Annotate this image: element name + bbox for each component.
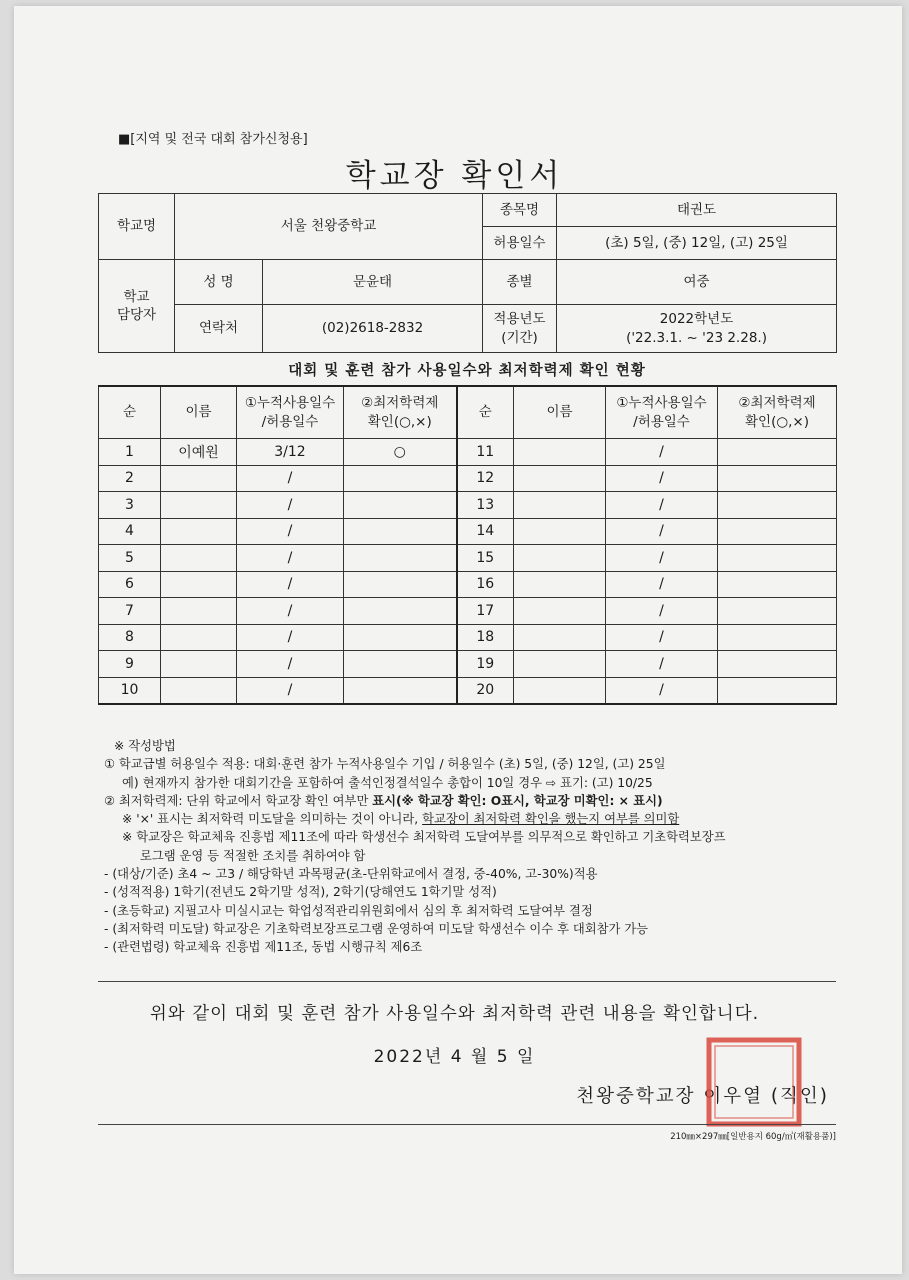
applied-year-label-line1: 적용년도 — [493, 311, 546, 328]
days-used: / — [606, 439, 718, 466]
days-used: / — [606, 518, 718, 545]
academic-check — [718, 598, 837, 625]
academic-check — [344, 518, 457, 545]
row-number: 5 — [99, 545, 161, 572]
student-name — [514, 492, 606, 519]
academic-check — [344, 677, 457, 704]
days-used: / — [237, 571, 344, 598]
table-row — [99, 651, 837, 678]
note-item-2-sub1 — [104, 810, 824, 828]
student-name — [161, 545, 237, 572]
header-days-line2: /허용일수 — [261, 413, 319, 430]
contact-label-line2: 담당자 — [116, 307, 157, 323]
academic-check — [718, 545, 837, 572]
contact-phone-label: 연락처 — [175, 305, 263, 353]
row-number: 2 — [99, 465, 161, 492]
student-name — [514, 518, 606, 545]
table-row — [99, 571, 837, 598]
academic-check — [718, 677, 837, 704]
header-name-right: 이름 — [514, 386, 606, 439]
row-number: 4 — [99, 518, 161, 545]
table-row — [99, 518, 837, 545]
days-used: / — [237, 624, 344, 651]
note-bullet-3: - (초등학교) 지필고사 미실시교는 학업성적관리위원회에서 심의 후 최저학력 도달여부 결정 — [104, 903, 593, 918]
note-bullet-1: - (대상/기준) 초4 ~ 고3 / 해당학년 과목평균(초-단위학교에서 결정, 중-40%, 고-30%)적용 — [104, 867, 598, 882]
header-name-left: 이름 — [161, 386, 237, 439]
row-number: 1 — [99, 439, 161, 466]
note-item-2-sub1-prefix: ※ '×' 표시는 최저학력 미도달을 의미하는 것이 아니라, — [122, 812, 423, 827]
row-number: 7 — [99, 598, 161, 625]
header-seq-left: 순 — [99, 386, 161, 439]
form-usage-tag: ■[지역 및 전국 대회 참가신청용] — [118, 132, 308, 147]
academic-check — [718, 465, 837, 492]
note-item-2 — [104, 792, 824, 810]
student-name — [514, 545, 606, 572]
row-number: 14 — [457, 518, 514, 545]
confirmation-date: 2022년 4 월 5 일 — [373, 1047, 536, 1067]
note-bullet-5: - (관련법령) 학교체육 진흥법 제11조, 동법 시행규칙 제6조 — [104, 940, 423, 955]
header-check-right — [718, 386, 837, 439]
days-used: / — [606, 651, 718, 678]
table-row — [99, 598, 837, 625]
allowed-days-label: 허용일수 — [483, 227, 557, 260]
academic-check — [718, 624, 837, 651]
header-check-left — [344, 386, 457, 439]
table-row — [99, 677, 837, 704]
note-item-2-sub2-line1: ※ 학교장은 학교체육 진흥법 제11조에 따라 학생선수 최저학력 도달여부를 의무적으로 확인하고 기초학력보장프 — [122, 830, 726, 845]
row-number: 11 — [457, 439, 514, 466]
academic-check — [718, 518, 837, 545]
footer-divider — [98, 1124, 836, 1125]
row-number: 16 — [457, 571, 514, 598]
days-used: / — [606, 465, 718, 492]
days-used: / — [237, 545, 344, 572]
academic-check — [344, 492, 457, 519]
category-label: 종별 — [483, 260, 557, 305]
official-seal-stamp — [705, 1036, 803, 1128]
academic-check — [344, 651, 457, 678]
row-number: 19 — [457, 651, 514, 678]
table-row — [99, 465, 837, 492]
sport-label: 종목명 — [483, 194, 557, 227]
student-name — [161, 651, 237, 678]
days-used: / — [606, 598, 718, 625]
academic-check — [344, 545, 457, 572]
student-name — [514, 624, 606, 651]
table-row — [99, 492, 837, 519]
header-days-line1: ①누적사용일수 — [244, 395, 336, 412]
confirmation-statement: 위와 같이 대회 및 훈련 참가 사용일수와 최저학력 관련 내용을 확인합니다. — [149, 1004, 760, 1024]
applied-year-label — [483, 305, 557, 353]
days-used: / — [237, 465, 344, 492]
note-item-2-sub2-line2: 로그램 운영 등 적절한 조치를 취하여야 함 — [140, 848, 366, 863]
academic-check — [344, 624, 457, 651]
student-name — [514, 651, 606, 678]
note-item-2-bold: 표시(※ 학교장 확인: O표시, 학교장 미확인: × 표시) — [372, 793, 663, 808]
days-used: / — [606, 571, 718, 598]
student-name — [514, 677, 606, 704]
principal-signature-line: 천왕중학교장 이우열 (직인) — [576, 1086, 829, 1107]
days-used: / — [237, 598, 344, 625]
student-name — [514, 465, 606, 492]
student-name — [514, 439, 606, 466]
row-number: 12 — [457, 465, 514, 492]
header-seq-right: 순 — [457, 386, 514, 439]
student-name — [161, 598, 237, 625]
sport-value: 태권도 — [557, 194, 837, 227]
academic-check — [718, 439, 837, 466]
row-number: 10 — [99, 677, 161, 704]
seal-border — [709, 1040, 799, 1124]
allowed-days-value: (초) 5일, (중) 12일, (고) 25일 — [557, 227, 837, 260]
applied-year-value — [557, 305, 837, 353]
note-item-2-prefix: ② 최저학력제: 단위 학교에서 학교장 확인 여부만 — [104, 793, 373, 808]
row-number: 8 — [99, 624, 161, 651]
header-check-line2: 확인(○,×) — [367, 413, 432, 430]
days-used: / — [237, 518, 344, 545]
header-check-line1: ②최저학력제 — [361, 395, 439, 412]
student-name — [161, 465, 237, 492]
contact-label-line1: 학교 — [123, 288, 150, 305]
student-name — [161, 492, 237, 519]
academic-check — [344, 465, 457, 492]
row-number: 3 — [99, 492, 161, 519]
student-name — [514, 571, 606, 598]
row-number: 17 — [457, 598, 514, 625]
note-item-1-line1: ① 학교급별 허용일수 적용: 대회·훈련 참가 누적사용일수 기입 / 허용일수 (초) 5일, (중) 12일, (고) 25일 — [104, 757, 666, 772]
student-name — [161, 677, 237, 704]
table-row — [99, 439, 837, 466]
days-used: / — [606, 624, 718, 651]
writing-instructions — [104, 737, 824, 957]
school-info-table — [98, 193, 837, 353]
contact-name-value: 문윤태 — [263, 260, 483, 305]
days-used: 3/12 — [237, 439, 344, 466]
row-number: 18 — [457, 624, 514, 651]
contact-person-label — [99, 260, 175, 353]
header-days-line1: ①누적사용일수 — [616, 395, 707, 412]
days-used: / — [237, 651, 344, 678]
category-value: 여중 — [557, 260, 837, 305]
student-name — [161, 624, 237, 651]
note-item-2-sub1-underline: 학교장이 최저학력 확인을 했는지 여부를 의미함 — [422, 812, 680, 827]
student-name: 이예원 — [161, 439, 237, 466]
participation-grid — [98, 385, 837, 705]
table-row — [99, 624, 837, 651]
applied-year-value-line2: ('22.3.1. ~ '23 2.28.) — [626, 329, 767, 346]
student-name — [161, 571, 237, 598]
academic-check — [718, 651, 837, 678]
student-name — [514, 598, 606, 625]
applied-year-value-line1: 2022학년도 — [659, 311, 734, 328]
note-bullet-2: - (성적적용) 1학기(전년도 2학기말 성적), 2학기(당해연도 1학기말 성적) — [104, 885, 497, 900]
days-used: / — [606, 492, 718, 519]
seal-inner-border — [715, 1046, 793, 1118]
days-used: / — [606, 545, 718, 572]
paper-spec-footer: 210㎜×297㎜[일반용지 60g/㎡(재활용품)] — [670, 1132, 836, 1142]
row-number: 9 — [99, 651, 161, 678]
row-number: 13 — [457, 492, 514, 519]
contact-name-label: 성 명 — [175, 260, 263, 305]
document-title: 학교장 확인서 — [345, 158, 564, 194]
applied-year-label-line2: (기간) — [501, 329, 538, 346]
days-used: / — [606, 677, 718, 704]
days-used: / — [237, 492, 344, 519]
contact-phone-value: (02)2618-2832 — [263, 305, 483, 353]
school-name-value: 서울 천왕중학교 — [175, 194, 483, 260]
divider-line — [98, 981, 836, 982]
section-title: 대회 및 훈련 참가 사용일수와 최저학력제 확인 현황 — [288, 363, 646, 379]
row-number: 20 — [457, 677, 514, 704]
header-days-left — [237, 386, 344, 439]
notes-heading: ※ 작성방법 — [114, 739, 176, 753]
row-number: 15 — [457, 545, 514, 572]
academic-check — [718, 571, 837, 598]
academic-check — [718, 492, 837, 519]
header-days-line2: /허용일수 — [633, 413, 690, 430]
school-name-label: 학교명 — [99, 194, 175, 260]
student-name — [161, 518, 237, 545]
academic-check: ○ — [344, 439, 457, 466]
days-used: / — [237, 677, 344, 704]
note-item-1-line2: 예) 현재까지 참가한 대회기간을 포함하여 출석인정결석일수 총합이 10일 경우 ⇨ 표기: (고) 10/25 — [122, 775, 653, 790]
header-check-line1: ②최저학력제 — [738, 395, 816, 412]
note-bullet-4: - (최저학력 미도달) 학교장은 기초학력보장프로그램 운영하여 미도달 학생선수 이수 후 대회참가 가능 — [104, 921, 649, 936]
header-check-line2: 확인(○,×) — [745, 413, 809, 430]
table-row — [99, 545, 837, 572]
row-number: 6 — [99, 571, 161, 598]
header-days-right — [606, 386, 718, 439]
academic-check — [344, 598, 457, 625]
academic-check — [344, 571, 457, 598]
